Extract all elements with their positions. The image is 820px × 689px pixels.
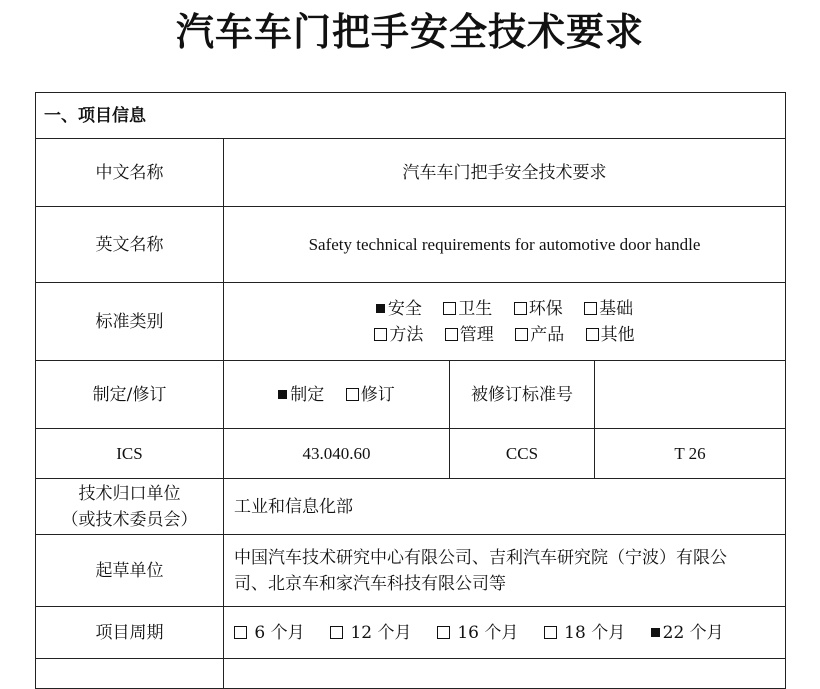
std-type-option[interactable]: 基础 [584,296,633,322]
cn-name-value: 汽车车门把手安全技术要求 [224,139,786,207]
period-options [224,607,786,659]
revise-label: 制定/修订 [36,361,224,429]
std-type-option[interactable]: 产品 [515,322,564,348]
period-option[interactable]: 16 个月 [437,620,518,646]
checkbox-empty-icon [544,626,557,639]
en-name-label: 英文名称 [36,207,224,283]
drafter-value [224,535,786,607]
checkbox-empty-icon [445,328,458,341]
drafter-label: 起草单位 [36,535,224,607]
checkbox-empty-icon [584,302,597,315]
cn-name-label: 中文名称 [36,139,224,207]
std-type-line-2 [230,322,779,348]
checkbox-empty-icon [330,626,343,639]
revise-option[interactable]: 修订 [346,382,395,408]
period-option[interactable]: 18 个月 [544,620,625,646]
section-heading: 一、项目信息 [36,93,786,139]
ics-label: ICS [36,429,224,479]
checkbox-empty-icon [234,626,247,639]
checkbox-checked-icon [651,628,660,637]
next-row-label [36,659,224,689]
std-type-option[interactable]: 管理 [445,322,494,348]
org-label-line-2: （或技术委员会） [61,509,198,530]
en-name-value: Safety technical requirements for automotive door handle [224,207,786,283]
std-type-option[interactable]: 其他 [586,322,635,348]
std-type-line-1 [230,296,779,322]
drafter-value-line-2: 司、北京车和家汽车科技有限公司等 [234,573,506,594]
org-value: 工业和信息化部 [224,479,786,535]
checkbox-empty-icon [437,626,450,639]
ccs-value: T 26 [595,429,786,479]
revise-option[interactable]: 制定 [278,382,324,408]
checkbox-empty-icon [443,302,456,315]
checkbox-empty-icon [374,328,387,341]
revise-options [224,361,450,429]
checkbox-empty-icon [515,328,528,341]
std-type-option[interactable]: 卫生 [443,296,492,322]
next-row-value [224,659,786,689]
period-option[interactable]: 22 个月 [651,620,724,646]
revised-std-value[interactable] [595,361,786,429]
std-type-option[interactable]: 方法 [374,322,423,348]
checkbox-empty-icon [346,388,359,401]
std-type-options [224,283,786,361]
ccs-label: CCS [450,429,595,479]
checkbox-empty-icon [514,302,527,315]
period-option[interactable]: 6 个月 [234,620,305,646]
period-label: 项目周期 [36,607,224,659]
ics-value: 43.040.60 [224,429,450,479]
org-label [36,479,224,535]
checkbox-empty-icon [586,328,599,341]
period-option[interactable]: 12 个月 [330,620,411,646]
revised-std-label: 被修订标准号 [450,361,595,429]
checkbox-checked-icon [376,304,385,313]
std-type-option[interactable]: 环保 [514,296,563,322]
std-type-label: 标准类别 [36,283,224,361]
std-type-option[interactable]: 安全 [376,296,422,322]
org-label-line-1: 技术归口单位 [78,483,181,504]
checkbox-checked-icon [278,390,287,399]
document-title: 汽车车门把手安全技术要求 [175,10,644,54]
project-info-table [35,92,786,689]
drafter-value-line-1: 中国汽车技术研究中心有限公司、吉利汽车研究院（宁波）有限公 [234,547,727,568]
